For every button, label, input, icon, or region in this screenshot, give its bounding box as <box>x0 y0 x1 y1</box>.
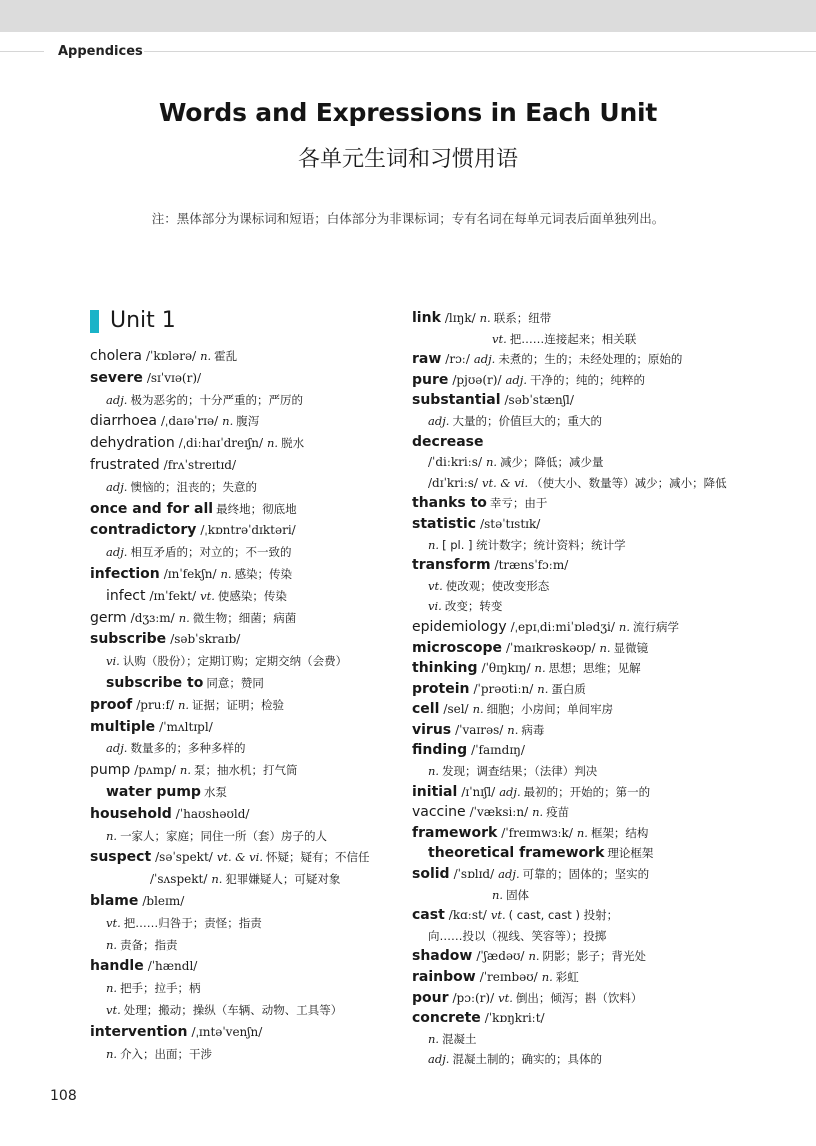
part-of-speech: n. <box>486 455 498 470</box>
entry-sub-line <box>412 329 742 350</box>
headword: thanks to <box>412 495 487 512</box>
definition: 干净的；纯的；纯粹的 <box>529 372 645 387</box>
definition: 极为恶劣的；十分严重的；严厉的 <box>130 392 303 407</box>
entry-sub-line <box>90 390 400 412</box>
part-of-speech: adj. <box>473 352 496 367</box>
headword: dehydration <box>90 435 175 452</box>
definition: 最终地；彻底地 <box>216 501 297 516</box>
headword: solid <box>412 866 450 883</box>
definition: 倒出；倾泻；斟（饮料） <box>515 990 643 1005</box>
entry-line <box>90 520 400 542</box>
entry-sub-line <box>412 926 742 947</box>
headword: statistic <box>412 515 477 532</box>
definition: 可靠的；固体的；坚实的 <box>522 867 650 882</box>
entry-line <box>90 673 400 695</box>
headword: frustrated <box>90 456 160 473</box>
definition: 混凝土 <box>442 1031 477 1046</box>
phonetic: /kɑːst/ <box>448 908 487 923</box>
definition: 病毒 <box>521 722 545 737</box>
phonetic: /pɔː(r)/ <box>452 990 495 1005</box>
part-of-speech: n. <box>178 610 190 625</box>
definition: ( cast, cast ) 投射； <box>508 908 619 923</box>
phonetic: /ˈmaɪkrəskəʊp/ <box>505 640 596 655</box>
definition: 未煮的；生的；未经处理的；原始的 <box>498 352 683 367</box>
entry-sub-line <box>90 935 400 957</box>
part-of-speech: n. <box>534 661 546 676</box>
phonetic: /ˈsʌspekt/ <box>150 872 208 887</box>
definition: [ pl. ] 统计数字；统计资料；统计学 <box>442 537 626 552</box>
entry-line <box>412 988 742 1009</box>
entry-line <box>90 1022 400 1044</box>
definition: 同意；赞同 <box>206 675 264 690</box>
definition: 联系；纽带 <box>493 311 552 325</box>
part-of-speech: vi. <box>106 654 120 669</box>
phonetic: /frʌˈstreɪtɪd/ <box>163 457 237 472</box>
phonetic: /trænsˈfɔːm/ <box>494 558 569 573</box>
part-of-speech: vt. <box>498 990 513 1005</box>
phonetic: /səbˈstænʃl/ <box>504 393 574 408</box>
entry-line <box>90 499 400 521</box>
entry-sub-line <box>90 1044 400 1066</box>
entry-line <box>90 695 400 717</box>
definition: 流行病学 <box>632 619 679 634</box>
entry-line <box>412 493 742 514</box>
definition: 犯罪嫌疑人；可疑对象 <box>225 872 341 887</box>
entry-line <box>412 514 742 535</box>
part-of-speech: n. <box>177 697 190 712</box>
phonetic: /ˈvaɪrəs/ <box>455 722 504 737</box>
definition: 处理；搬动；操纵（车辆、动物、工具等） <box>123 1002 343 1017</box>
definition: 把……连接起来；相关联 <box>509 331 637 346</box>
phonetic: /stəˈtɪstɪk/ <box>480 516 541 531</box>
part-of-speech: adj. <box>106 479 128 494</box>
definition: 感染；传染 <box>234 566 293 581</box>
headword: suspect <box>90 849 152 866</box>
entry-line <box>412 946 742 967</box>
phonetic: /pruːf/ <box>136 697 174 712</box>
phonetic: /səbˈskraɪb/ <box>170 632 241 647</box>
headword: shadow <box>412 948 473 965</box>
definition: 思想；思维；见解 <box>548 661 641 676</box>
section-label: Appendices <box>58 44 143 59</box>
part-of-speech: n. <box>179 763 191 778</box>
entry-line <box>412 864 742 885</box>
definition: 把手；拉手；柄 <box>120 981 201 996</box>
headword: germ <box>90 609 127 626</box>
part-of-speech: n. <box>618 619 630 634</box>
entry-line <box>412 432 742 453</box>
phonetic: /ɪnˈfekʃn/ <box>163 566 217 581</box>
part-of-speech: vt. <box>106 915 121 930</box>
headword: once and for all <box>90 500 214 517</box>
entry-sub-line <box>90 1000 400 1022</box>
phonetic: /ˌdiːhaɪˈdreɪʃn/ <box>178 436 264 451</box>
part-of-speech: n. <box>507 722 519 737</box>
phonetic: /ˈʃædəʊ/ <box>476 949 525 964</box>
headword: link <box>412 310 441 326</box>
headword: diarrhoea <box>90 413 158 430</box>
entry-line <box>412 390 742 411</box>
phonetic: /ɪnˈfekt/ <box>149 588 197 603</box>
part-of-speech: adj. <box>106 545 128 560</box>
definition: 懊恼的；沮丧的；失意的 <box>130 479 257 494</box>
top-bar <box>0 0 816 32</box>
headword: cast <box>412 907 445 924</box>
headword: concrete <box>412 1010 481 1027</box>
definition: 泵；抽水机；打气筒 <box>193 763 298 778</box>
part-of-speech: n. <box>541 970 553 984</box>
part-of-speech: n. <box>472 702 484 717</box>
definition: （使大小、数量等）减少；减小；降低 <box>531 475 727 490</box>
phonetic: /ˈprəʊtiːn/ <box>473 681 534 696</box>
headword: pure <box>412 371 449 388</box>
entry-sub-line <box>90 869 400 891</box>
part-of-speech: vt. & vi. <box>481 475 529 490</box>
part-of-speech: vt. & vi. <box>216 850 263 865</box>
entry-line <box>412 679 742 700</box>
part-of-speech: n. <box>479 311 491 325</box>
entry-sub-line <box>412 1049 742 1070</box>
entry-line <box>412 638 742 659</box>
definition: 幸亏；由于 <box>489 496 548 511</box>
phonetic: /ˈhændl/ <box>147 959 198 974</box>
part-of-speech: adj. <box>498 867 520 882</box>
definition: 显微镜 <box>613 640 649 655</box>
phonetic: /lɪŋk/ <box>444 311 476 325</box>
headword: framework <box>412 824 498 841</box>
headword: microscope <box>412 639 502 656</box>
entry-line <box>90 586 400 608</box>
entry-sub-line <box>90 826 400 848</box>
entry-sub-line <box>412 452 742 473</box>
definition: 彩虹 <box>555 970 579 984</box>
headword: finding <box>412 742 468 759</box>
part-of-speech: adj. <box>106 392 128 407</box>
note: 注：黑体部分为课标词和短语；白体部分为非课标词；专有名词在每单元词表后面单独列出。 <box>151 211 665 226</box>
entry-line <box>412 617 742 638</box>
entry-line <box>412 349 742 370</box>
phonetic: /ˈhaʊshəʊld/ <box>175 806 250 821</box>
headword: initial <box>412 783 458 800</box>
unit-accent-bar <box>90 310 99 333</box>
definition: 阴影；影子；背光处 <box>542 949 647 964</box>
part-of-speech: n. <box>492 887 504 902</box>
entry-line <box>412 370 742 391</box>
right-word-list <box>412 308 742 1070</box>
part-of-speech: n. <box>532 805 544 820</box>
phonetic: /ˈkɒŋkriːt/ <box>484 1011 545 1026</box>
entry-sub-line <box>90 651 400 673</box>
entry-line <box>412 1008 742 1029</box>
phonetic: /dʒɜːm/ <box>130 610 175 625</box>
entry-line <box>90 564 400 586</box>
definition: 蛋白质 <box>551 681 586 696</box>
entry-line <box>90 891 400 913</box>
phonetic: /ˌkɒntrəˈdɪktəri/ <box>200 523 296 538</box>
entry-line <box>412 699 742 720</box>
headword: protein <box>412 680 470 697</box>
entry-sub-line <box>412 596 742 617</box>
part-of-speech: vt. <box>200 588 215 603</box>
entry-line <box>90 847 400 869</box>
headword: rainbow <box>412 969 476 985</box>
definition: 霍乱 <box>214 349 238 363</box>
part-of-speech: n. <box>220 566 232 581</box>
entry-sub-line <box>412 761 742 782</box>
part-of-speech: n. <box>428 537 440 552</box>
part-of-speech: vt. <box>490 908 506 923</box>
entry-line <box>412 720 742 741</box>
headword: pump <box>90 762 131 779</box>
headword: thinking <box>412 660 478 677</box>
part-of-speech: n. <box>106 1046 118 1061</box>
part-of-speech: vi. <box>428 599 442 614</box>
phonetic: /ˈθɪŋkɪŋ/ <box>481 661 531 676</box>
part-of-speech: n. <box>267 436 279 451</box>
part-of-speech: n. <box>106 981 118 996</box>
entry-line <box>412 843 742 864</box>
phonetic: /ˌepɪˌdiːmiˈɒlədʒi/ <box>510 619 615 634</box>
headword: water pump <box>106 783 201 800</box>
headword: multiple <box>90 718 156 735</box>
headword: proof <box>90 696 133 713</box>
phonetic: /ˌɪntəˈvenʃn/ <box>191 1024 263 1039</box>
right-column <box>412 308 742 1070</box>
part-of-speech: n. <box>106 828 118 843</box>
definition: 把……归咎于；责怪；指责 <box>123 915 262 930</box>
part-of-speech: adj. <box>505 372 527 387</box>
headword: theoretical framework <box>428 845 605 862</box>
part-of-speech: n. <box>528 949 540 964</box>
definition: 认购（股份）；定期订购；定期交纳（会费） <box>122 654 348 669</box>
definition: 数量多的；多种多样的 <box>130 741 246 756</box>
headword: vaccine <box>412 804 466 821</box>
definition: 疫苗 <box>546 805 570 820</box>
headword: intervention <box>90 1023 188 1040</box>
entry-sub-line <box>412 576 742 597</box>
part-of-speech: n. <box>211 872 223 887</box>
left-word-list <box>90 346 400 1065</box>
headword: household <box>90 805 172 822</box>
phonetic: /ˈdiːkriːs/ <box>428 455 482 470</box>
part-of-speech: adj. <box>499 784 521 799</box>
headword: substantial <box>412 392 501 409</box>
headword: epidemiology <box>412 618 507 635</box>
phonetic: /pjʊə(r)/ <box>452 372 502 387</box>
phonetic: /bleɪm/ <box>142 893 185 908</box>
entry-sub-line <box>90 978 400 1000</box>
definition: 向……投以（视线、笑容等）；投掷 <box>428 928 607 943</box>
headword: virus <box>412 721 452 738</box>
page-title: Words and Expressions in Each Unit <box>158 98 658 127</box>
entry-line <box>90 368 400 390</box>
entry-sub-line <box>412 1029 742 1050</box>
entry-line <box>90 956 400 978</box>
entry-line <box>412 823 742 844</box>
entry-sub-line <box>412 473 742 494</box>
headword: pour <box>412 989 449 1006</box>
part-of-speech: n. <box>106 937 118 952</box>
definition: 证据；证明；检验 <box>192 697 285 712</box>
part-of-speech: vt. <box>492 331 507 346</box>
phonetic: /sɪˈvɪə(r)/ <box>146 370 202 385</box>
part-of-speech: n. <box>428 764 440 779</box>
entry-line <box>90 629 400 651</box>
entry-line <box>90 346 400 368</box>
entry-line <box>412 905 742 926</box>
definition: 混凝土制的；确实的；具体的 <box>452 1052 602 1067</box>
entry-line <box>90 804 400 826</box>
phonetic: /pʌmp/ <box>134 763 176 778</box>
unit-heading <box>90 308 400 338</box>
definition: 一家人；家庭；同住一所（套）房子的人 <box>120 828 328 843</box>
entry-sub-line <box>412 411 742 432</box>
headword: subscribe to <box>106 674 204 691</box>
definition: 相互矛盾的；对立的；不一致的 <box>130 545 292 560</box>
headword: infect <box>106 587 146 604</box>
definition: 使感染；传染 <box>217 588 287 603</box>
phonetic: /dɪˈkriːs/ <box>428 475 478 490</box>
phonetic: /ˈfaɪndɪŋ/ <box>471 743 525 758</box>
definition: 怀疑；疑有；不信任 <box>265 850 370 865</box>
definition: 腹泻 <box>236 414 260 429</box>
part-of-speech: n. <box>576 825 588 840</box>
entry-sub-line <box>412 885 742 906</box>
phonetic: /ˈfreɪmwɜːk/ <box>501 825 573 840</box>
part-of-speech: n. <box>537 681 549 696</box>
part-of-speech: vt. <box>106 1002 121 1017</box>
definition: 减少；降低；减少量 <box>500 455 604 470</box>
entry-line <box>90 760 400 782</box>
definition: 大量的；价值巨大的；重大的 <box>452 413 602 428</box>
definition: 细胞；小房间；单间牢房 <box>486 702 614 717</box>
phonetic: /ˈsɒlɪd/ <box>453 867 495 882</box>
page-number: 108 <box>50 1088 77 1104</box>
part-of-speech: n. <box>599 640 611 655</box>
unit-title: Unit 1 <box>110 308 176 333</box>
entry-sub-line <box>412 535 742 556</box>
headword: decrease <box>412 433 484 450</box>
part-of-speech: vt. <box>428 578 443 593</box>
entry-sub-line <box>90 913 400 935</box>
definition: 固体 <box>506 887 530 902</box>
entry-line <box>90 455 400 477</box>
headword: severe <box>90 369 143 386</box>
entry-sub-line <box>90 542 400 564</box>
phonetic: /rɔː/ <box>445 352 470 367</box>
entry-line <box>90 717 400 739</box>
definition: 水泵 <box>203 784 227 799</box>
headword: handle <box>90 958 144 975</box>
headword: cell <box>412 701 440 718</box>
phonetic: /ˈreɪnbəʊ/ <box>479 970 538 984</box>
headword: cholera <box>90 348 142 364</box>
entry-line <box>412 782 742 803</box>
part-of-speech: n. <box>222 414 234 429</box>
phonetic: /ˈmʌltɪpl/ <box>159 719 213 734</box>
definition: 最初的；开始的；第一的 <box>523 784 651 799</box>
entry-line <box>90 782 400 804</box>
phonetic: /ɪˈnɪʃl/ <box>461 784 496 799</box>
definition: 责备；指责 <box>120 937 178 952</box>
left-column <box>90 308 400 1065</box>
entry-sub-line <box>90 738 400 760</box>
entry-line <box>412 658 742 679</box>
part-of-speech: adj. <box>428 413 450 428</box>
entry-line <box>412 740 742 761</box>
headword: raw <box>412 351 442 368</box>
definition: 框架；结构 <box>590 825 649 840</box>
entry-line <box>412 967 742 988</box>
entry-line <box>90 411 400 433</box>
part-of-speech: adj. <box>106 741 128 756</box>
part-of-speech: adj. <box>428 1052 450 1067</box>
definition: 理论框架 <box>607 846 654 861</box>
page-subtitle: 各单元生词和习惯用语 <box>297 147 518 172</box>
phonetic: /səˈspekt/ <box>155 850 213 865</box>
part-of-speech: n. <box>200 349 212 363</box>
definition: 使改观；使改变形态 <box>445 578 550 593</box>
definition: 发现；调查结果；（法律）判决 <box>442 764 598 779</box>
headword: contradictory <box>90 522 197 539</box>
headword: infection <box>90 565 160 582</box>
entry-line <box>412 802 742 823</box>
phonetic: /ˈkɒlərə/ <box>145 349 197 363</box>
definition: 脱水 <box>281 436 305 451</box>
headword: transform <box>412 557 491 574</box>
definition: 介入；出面；干涉 <box>120 1046 213 1061</box>
phonetic: /ˌdaɪəˈrɪə/ <box>161 414 219 429</box>
headword: blame <box>90 892 139 909</box>
phonetic: /sel/ <box>443 702 469 717</box>
phonetic: /ˈvæksiːn/ <box>469 805 529 820</box>
entry-line <box>90 433 400 455</box>
definition: 改变；转变 <box>444 599 503 614</box>
entry-line <box>412 308 742 329</box>
definition: 微生物；细菌；病菌 <box>192 610 297 625</box>
entry-line <box>412 555 742 576</box>
entry-line <box>90 608 400 630</box>
entry-sub-line <box>90 477 400 499</box>
headword: subscribe <box>90 631 167 648</box>
part-of-speech: n. <box>428 1031 440 1046</box>
